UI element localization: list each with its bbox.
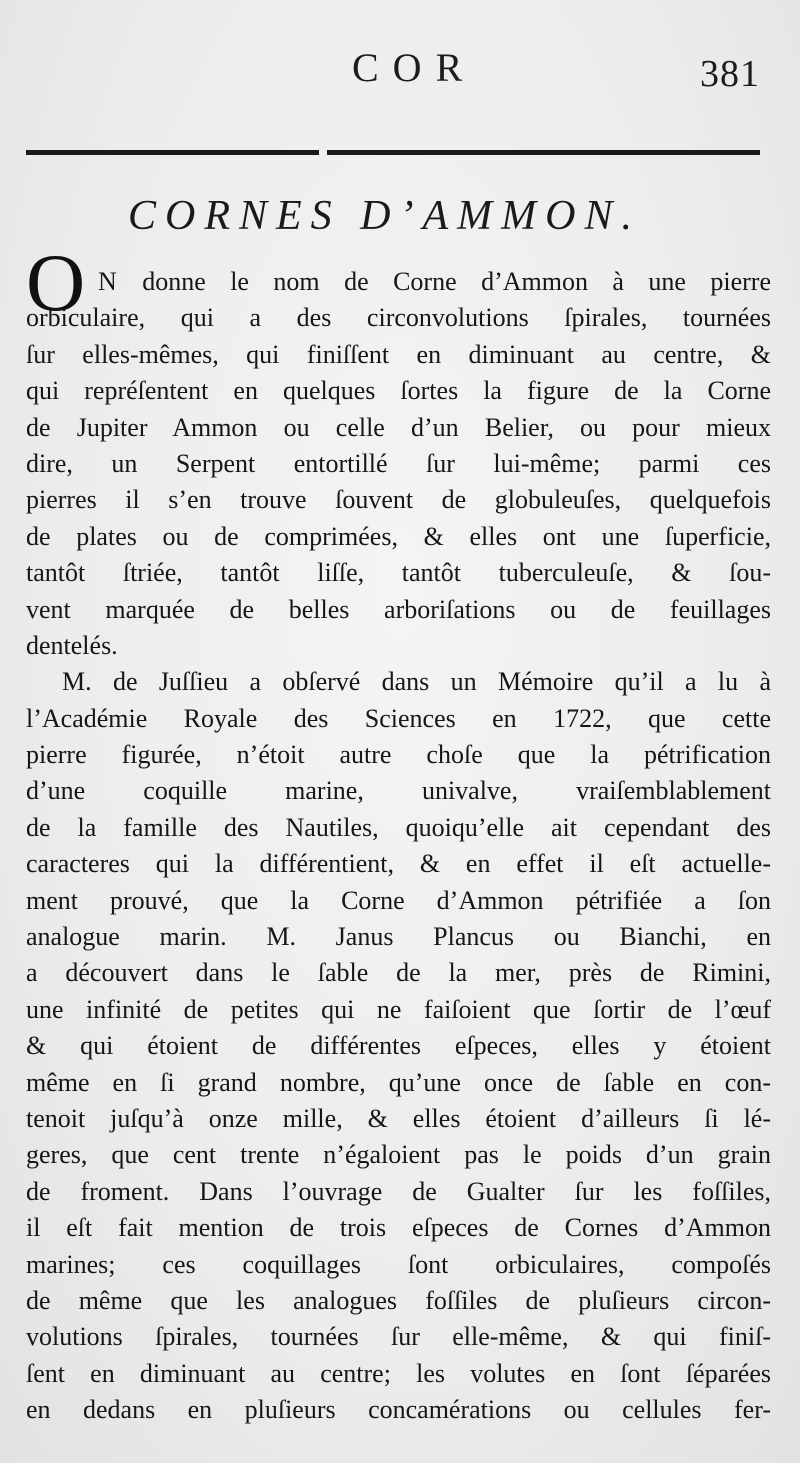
running-head: COR <box>352 45 477 90</box>
text-line: l’Académie Royale des Sciences en 1722, que cette <box>26 703 771 733</box>
text-line: ſent en diminuant au centre; les volutes en ſont ſéparées <box>26 1358 771 1388</box>
text-line: vent marquée de belles arboriſations ou de feuillages <box>26 594 771 624</box>
page-number: 381 <box>700 53 760 95</box>
header-rule-right <box>327 150 760 155</box>
text-line: une infinité de petites qui ne faiſoient que ſortir de l’œuf <box>26 994 771 1024</box>
text-line: pierres il s’en trouve ſouvent de globuleuſes, quelquefois <box>26 485 771 515</box>
header-rule-left <box>26 150 319 155</box>
text-line: de plates ou de comprimées, & elles ont une ſuperficie, <box>26 521 771 551</box>
text-line: geres, que cent trente n’égaloient pas le poids d’un grain <box>26 1140 771 1170</box>
header-rule <box>26 150 760 155</box>
article-title: CORNES D’AMMON. <box>128 193 641 239</box>
text-line: même en ſi grand nombre, qu’une once de ſable en con- <box>26 1067 771 1097</box>
text-line: a découvert dans le ſable de la mer, près de Rimini, <box>26 958 771 988</box>
text-line: de froment. Dans l’ouvrage de Gualter ſur les foſſiles, <box>26 1176 771 1206</box>
body-text <box>26 237 771 1429</box>
text-line-content: donne le nom de Corne d’Ammon à une pierre <box>117 267 771 296</box>
text-line: d’une coquille marine, univalve, vraiſemblablement <box>26 776 771 806</box>
text-line: il eſt fait mention de trois eſpeces de Cornes d’Ammon <box>26 1213 771 1243</box>
text-line: qui repréſentent en quelques ſortes la figure de la Corne <box>26 376 771 406</box>
paragraph-1 <box>26 237 771 664</box>
text-line: tenoit juſqu’à onze mille, & elles étoient d’ailleurs ſi lé- <box>26 1103 771 1133</box>
text-line <box>26 264 771 300</box>
text-line: volutions ſpirales, tournées ſur elle-même, & qui finiſ- <box>26 1322 771 1352</box>
paragraph-2 <box>26 664 771 1428</box>
small-caps-lead: N <box>98 267 118 296</box>
text-line: ment prouvé, que la Corne d’Ammon pétrifiée a ſon <box>26 885 771 915</box>
text-line: dentelés. <box>26 630 118 660</box>
text-line: en dedans en pluſieurs concamérations ou cellules fer- <box>26 1395 771 1425</box>
drop-cap: O <box>26 237 86 328</box>
text-line: de même que les analogues foſſiles de pluſieurs circon- <box>26 1285 771 1315</box>
text-line: dire, un Serpent entortillé ſur lui-même; parmi ces <box>26 448 771 478</box>
text-line: de la famille des Nautiles, quoiqu’elle ait cependant des <box>26 812 771 842</box>
text-line: caracteres qui la différentient, & en effet il eſt actuelle- <box>26 849 771 879</box>
text-line: orbiculaire, qui a des circonvolutions ſpirales, tournées <box>26 303 771 333</box>
text-line: & qui étoient de différentes eſpeces, elles y étoient <box>26 1031 771 1061</box>
text-line: M. de Juſſieu a obſervé dans un Mémoire qu’il a lu à <box>62 667 771 697</box>
text-line: tantôt ſtriée, tantôt liſſe, tantôt tuberculeuſe, & ſou- <box>26 558 771 588</box>
text-line: pierre figurée, n’étoit autre choſe que la pétrification <box>26 740 771 770</box>
text-line: ſur elles-mêmes, qui finiſſent en diminuant au centre, & <box>26 339 771 369</box>
text-line: de Jupiter Ammon ou celle d’un Belier, ou pour mieux <box>26 412 771 442</box>
text-line: marines; ces coquillages ſont orbiculaires, compoſés <box>26 1249 771 1279</box>
text-line: analogue marin. M. Janus Plancus ou Bianchi, en <box>26 922 771 952</box>
